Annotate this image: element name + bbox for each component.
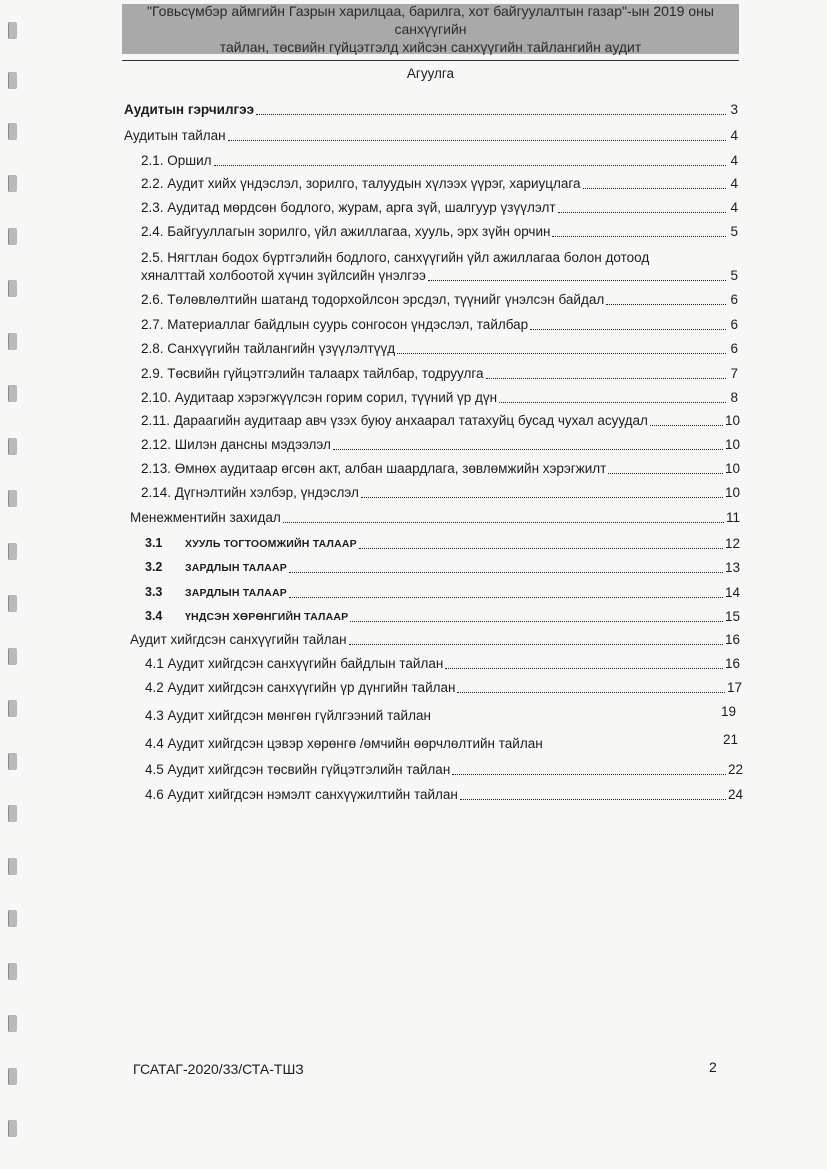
dot-leader (445, 667, 723, 669)
toc-entry-page: 6 (730, 317, 738, 332)
toc-entry-text: 2.11. Дараагийн аудитаар авч үзэх буюу анхаарал татахуйц бусад чухал асуудал (141, 413, 648, 428)
toc-entry[interactable] (141, 268, 738, 284)
binding-hole (8, 858, 17, 875)
toc-entry[interactable] (130, 632, 740, 648)
header-rule (122, 60, 739, 61)
toc-entry-text: 2.3. Аудитад мөрдсөн бодлого, журам, арга зүй, шалгуур үзүүлэлт (141, 200, 556, 215)
binding-hole (8, 228, 17, 245)
toc-entry-page: 17 (726, 680, 742, 695)
toc-entry-text: ХУУЛЬ ТОГТООМЖИЙН ТАЛААР (185, 538, 357, 550)
toc-entry-number: 3.4 (145, 609, 163, 623)
toc-entry[interactable] (141, 366, 738, 382)
binding-hole (8, 123, 17, 140)
dot-leader (359, 547, 723, 549)
toc-entry[interactable] (130, 510, 740, 526)
toc-entry[interactable] (141, 176, 738, 192)
toc-entry-text: 2.12. Шилэн дансны мэдээлэл (141, 437, 331, 452)
binding-hole (8, 72, 17, 89)
toc-entry-text: Аудит хийгдсэн санхүүгийн тайлан (130, 632, 347, 647)
binding-hole (8, 648, 17, 665)
toc-entry-page: 4 (730, 176, 738, 191)
toc-entry-page: 10 (724, 437, 740, 452)
toc-entry-text: 4.1 Аудит хийгдсэн санхүүгийн байдлын тайлан (145, 656, 444, 671)
binding-hole (8, 175, 17, 192)
toc-entry-page: 16 (724, 656, 740, 671)
dot-leader (486, 377, 726, 379)
toc-entry-page: 10 (724, 485, 740, 500)
toc-entry-page: 3 (730, 102, 738, 117)
binding-hole (8, 543, 17, 560)
toc-entry-page: 7 (730, 366, 738, 381)
toc-entry[interactable] (141, 437, 740, 453)
dot-leader (361, 496, 723, 498)
toc-entry-page: 21 (723, 732, 739, 747)
toc-entry[interactable] (141, 461, 740, 477)
toc-entry-text: 2.7. Материаллаг байдлын суурь сонгосон үндэслэл, тайлбар (141, 317, 529, 332)
toc-entry-page: 8 (730, 390, 738, 405)
toc-entry-page: 15 (724, 609, 740, 624)
document-header (122, 4, 739, 54)
dot-leader (558, 211, 726, 213)
dot-leader (333, 448, 723, 450)
toc-entry[interactable] (124, 128, 738, 144)
binding-hole (8, 1120, 17, 1137)
toc-entry[interactable] (145, 762, 743, 778)
toc-entry-text: Аудитын гэрчилгээ (124, 102, 255, 117)
toc-entry-page: 12 (724, 536, 740, 551)
dot-leader (349, 643, 723, 645)
toc-entry[interactable] (141, 413, 740, 429)
dot-leader (256, 113, 726, 115)
toc-entry[interactable] (145, 608, 740, 625)
toc-entry-text: Менежментийн захидал (130, 510, 281, 525)
toc-entry-page: 4 (730, 200, 738, 215)
toc-entry-text: 2.4. Байгууллагын зорилго, үйл ажиллагаа, хууль, эрх зүйн орчин (141, 224, 551, 239)
toc-entry-first-line: 2.5. Нягтлан бодох бүртгэлийн бодлого, санхүүгийн үйл ажиллагаа болон дотоод (141, 250, 650, 265)
dot-leader (499, 401, 726, 403)
header-line-1: "Говьсүмбэр аймгийн Газрын харилцаа, барилга, хот байгуулалтын газар"-ын 2019 оны санхүүгийн (147, 3, 714, 37)
dot-leader (457, 691, 725, 693)
toc-entry-text: 2.8. Санхүүгийн тайлангийн үзүүлэлтүүд (141, 341, 396, 356)
toc-entry-text: 2.13. Өмнөх аудитаар өгсөн акт, албан шаардлага, зөвлөмжийн хэрэгжилт (141, 461, 607, 476)
binding-hole (8, 438, 17, 455)
toc-entry[interactable] (141, 341, 738, 357)
binding-hole (8, 595, 17, 612)
toc-entry-text: ЗАРДЛЫН ТАЛААР (185, 587, 287, 599)
toc-entry-page: 19 (721, 704, 737, 719)
toc-entry-page: 10 (724, 461, 740, 476)
toc-entry-text: Аудитын тайлан (124, 128, 226, 143)
toc-entry[interactable] (124, 102, 738, 118)
toc-entry-number: 3.1 (145, 536, 163, 550)
toc-entry-text: 2.1. Оршил (141, 153, 212, 168)
dot-leader (214, 164, 726, 166)
toc-entry-page: 11 (725, 510, 740, 525)
dot-leader (452, 773, 726, 775)
binding-hole (8, 910, 17, 927)
toc-entry-text: хяналттай холбоотой хүчин зүйлсийн үнэлгээ (141, 268, 426, 283)
dot-leader (289, 596, 723, 598)
toc-entry-page: 4 (730, 128, 738, 143)
binding-hole (8, 280, 17, 297)
toc-entry-text: ЗАРДЛЫН ТАЛААР (185, 562, 287, 574)
binding-hole (8, 753, 17, 770)
toc-entry-page: 6 (730, 292, 738, 307)
toc-entry[interactable] (145, 535, 740, 552)
toc-entry-page: 16 (724, 632, 740, 647)
toc-entry-page: 24 (727, 787, 743, 802)
binding-hole (8, 1015, 17, 1032)
toc-entry[interactable] (145, 680, 742, 696)
dot-leader (283, 521, 724, 523)
toc-entry-page: 14 (724, 585, 740, 600)
dot-leader (606, 303, 726, 305)
toc-entry-text: 4.6 Аудит хийгдсэн нэмэлт санхүүжилтийн тайлан (145, 787, 458, 802)
toc-entry[interactable] (145, 787, 743, 803)
dot-leader (530, 328, 726, 330)
dot-leader (583, 187, 726, 189)
toc-entry-number: 3.3 (145, 585, 163, 599)
document-code: ГСАТАГ-2020/33/СТА-ТШЗ (133, 1061, 304, 1077)
binding-hole (8, 805, 17, 822)
toc-entry-text: 2.10. Аудитаар хэрэгжүүлсэн горим сорил, түүний үр дүн (141, 390, 498, 405)
toc-entry-text: 2.9. Төсвийн гүйцэтгэлийн талаарх тайлбар, тодруулга (141, 366, 484, 381)
toc-entry[interactable] (141, 153, 738, 169)
binding-hole (8, 22, 17, 39)
header-line-2: тайлан, төсвийн гүйцэтгэлд хийсэн санхүүгийн тайлангийн аудит (219, 39, 642, 55)
binding-hole (8, 1068, 17, 1085)
dot-leader (552, 235, 726, 237)
toc-entry-text: 2.14. Дүгнэлтийн хэлбэр, үндэслэл (141, 485, 359, 500)
binding-hole (8, 333, 17, 350)
dot-leader (650, 424, 723, 426)
binding-hole (8, 963, 17, 980)
binding-hole (8, 385, 17, 402)
dot-leader (608, 472, 723, 474)
binding-hole (8, 490, 17, 507)
toc-title: Агуулга (406, 66, 455, 81)
dot-leader (397, 352, 726, 354)
toc-entry-page: 5 (730, 224, 738, 239)
toc-entry[interactable] (145, 584, 740, 601)
toc-entry[interactable] (141, 390, 738, 406)
toc-entry-number: 3.2 (145, 560, 163, 574)
toc-entry-text[interactable]: 4.4 Аудит хийгдсэн цэвэр хөрөнгө /өмчийн өөрчлөлтийн тайлан (145, 736, 543, 751)
toc-entry[interactable] (141, 200, 738, 216)
dot-leader (350, 620, 723, 622)
toc-entry[interactable] (141, 292, 738, 308)
toc-entry-page: 22 (727, 762, 743, 777)
binding-holes (0, 0, 30, 1169)
toc-entry[interactable] (141, 317, 738, 333)
toc-entry-page: 10 (724, 413, 740, 428)
toc-entry-text: ҮНДСЭН ХӨРӨНГИЙН ТАЛААР (185, 611, 349, 623)
toc-entry-page: 13 (724, 560, 740, 575)
toc-entry-text: 4.2 Аудит хийгдсэн санхүүгийн үр дүнгийн тайлан (145, 680, 456, 695)
toc-entry-text: 4.5 Аудит хийгдсэн төсвийн гүйцэтгэлийн тайлан (145, 762, 451, 777)
dot-leader (228, 139, 726, 141)
binding-hole (8, 700, 17, 717)
dot-leader (460, 798, 726, 800)
toc-entry-text[interactable]: 4.3 Аудит хийгдсэн мөнгөн гүйлгээний тайлан (145, 708, 431, 723)
toc-entry-page: 4 (730, 153, 738, 168)
toc-entry[interactable] (145, 656, 740, 672)
toc-entry[interactable] (141, 485, 740, 501)
toc-entry-page: 6 (730, 341, 738, 356)
dot-leader (289, 571, 723, 573)
toc-entry[interactable] (141, 224, 738, 240)
dot-leader (428, 279, 726, 281)
page-number: 2 (709, 1059, 717, 1075)
toc-entry-text: 2.6. Төлөвлөлтийн шатанд тодорхойлсон эрсдэл, түүнийг үнэлсэн байдал (141, 292, 605, 307)
toc-entry[interactable] (145, 559, 740, 576)
toc-entry-text: 2.2. Аудит хийх үндэслэл, зорилго, талуудын хүлээх үүрэг, хариуцлага (141, 176, 581, 191)
toc-entry-page: 5 (730, 268, 738, 283)
